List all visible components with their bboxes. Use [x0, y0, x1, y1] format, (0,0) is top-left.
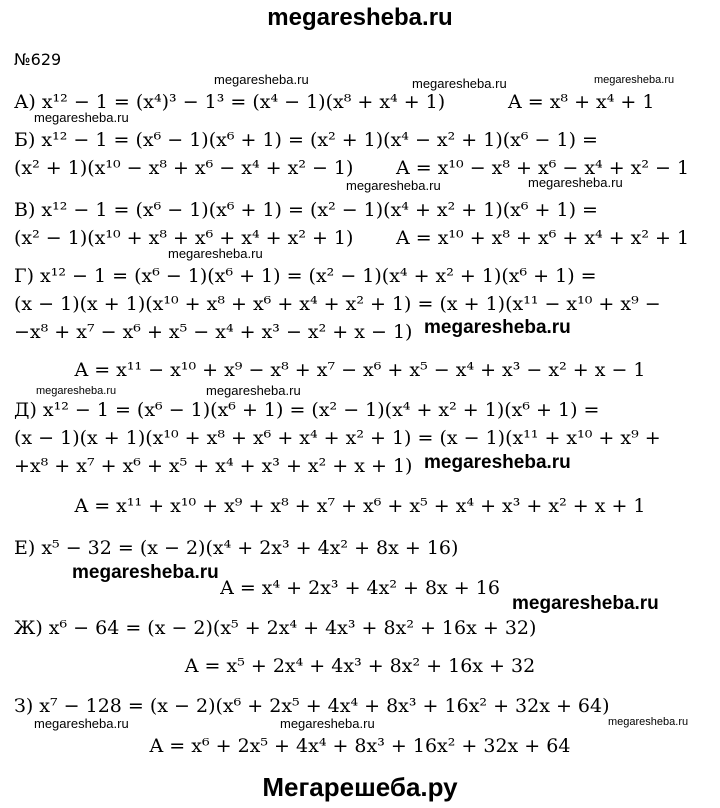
watermark: megaresheba.ru: [214, 72, 309, 87]
part-g-line-3: −x⁸ + x⁷ − x⁶ + x⁵ − x⁴ + x³ − x² + x − 1): [14, 321, 413, 343]
watermark: megaresheba.ru: [528, 175, 623, 190]
part-d-line-1: Д) x¹² − 1 = (x⁶ − 1)(x⁶ + 1) = (x² − 1)(x⁴ + x² + 1)(x⁶ + 1) =: [14, 399, 600, 421]
part-b-line-1: Б) x¹² − 1 = (x⁶ − 1)(x⁶ + 1) = (x² + 1)(x⁴ − x² + 1)(x⁶ − 1) =: [14, 129, 598, 151]
part-zh-answer: A = x⁵ + 2x⁴ + 4x³ + 8x² + 16x + 32: [184, 655, 536, 677]
part-z-line-1: З) x⁷ − 128 = (x − 2)(x⁶ + 2x⁵ + 4x⁴ + 8x³ + 16x² + 32x + 64): [14, 695, 610, 717]
part-b-line-2: (x² + 1)(x¹⁰ − x⁸ + x⁶ − x⁴ + x² − 1): [14, 157, 354, 179]
watermark: megaresheba.ru: [168, 246, 263, 261]
watermark-bold: megaresheba.ru: [512, 593, 659, 614]
watermark: megaresheba.ru: [412, 76, 507, 91]
part-e-line-1: Е) x⁵ − 32 = (x − 2)(x⁴ + 2x³ + 4x² + 8x + 16): [14, 537, 459, 559]
part-a-line-1: А) x¹² − 1 = (x⁴)³ − 1³ = (x⁴ − 1)(x⁸ + x⁴ + 1): [14, 91, 446, 113]
watermark: megaresheba.ru: [608, 716, 689, 728]
part-d-answer: A = x¹¹ + x¹⁰ + x⁹ + x⁸ + x⁷ + x⁶ + x⁵ + x⁴ + x³ + x² + x + 1: [74, 495, 646, 517]
part-z-answer: A = x⁶ + 2x⁵ + 4x⁴ + 8x³ + 16x² + 32x + 64: [149, 735, 571, 757]
watermark: megaresheba.ru: [346, 178, 441, 193]
watermark-bold: megaresheba.ru: [424, 317, 571, 338]
part-d-line-3: +x⁸ + x⁷ + x⁶ + x⁵ + x⁴ + x³ + x² + x + 1): [14, 455, 413, 477]
part-zh-line-1: Ж) x⁶ − 64 = (x − 2)(x⁵ + 2x⁴ + 4x³ + 8x² + 16x + 32): [14, 617, 537, 639]
watermark-bold: megaresheba.ru: [72, 562, 219, 583]
part-a-answer: A = x⁸ + x⁴ + 1: [508, 91, 655, 113]
watermark: megaresheba.ru: [34, 716, 129, 731]
part-d-line-2: (x − 1)(x + 1)(x¹⁰ + x⁸ + x⁶ + x⁴ + x² + 1) = (x − 1)(x¹¹ + x¹⁰ + x⁹ +: [14, 427, 661, 449]
site-footer: Мегарешеба.ру: [262, 772, 458, 802]
part-e-answer: A = x⁴ + 2x³ + 4x² + 8x + 16: [220, 577, 500, 599]
watermark: megaresheba.ru: [34, 110, 129, 125]
watermark: megaresheba.ru: [594, 74, 675, 86]
watermark: megaresheba.ru: [206, 383, 301, 398]
part-v-answer: A = x¹⁰ + x⁸ + x⁶ + x⁴ + x² + 1: [396, 227, 690, 249]
site-header: megaresheba.ru: [267, 4, 453, 31]
watermark: megaresheba.ru: [36, 385, 117, 397]
part-v-line-1: В) x¹² − 1 = (x⁶ − 1)(x⁶ + 1) = (x² − 1)(x⁴ + x² + 1)(x⁶ + 1) =: [14, 199, 598, 221]
part-g-line-2: (x − 1)(x + 1)(x¹⁰ + x⁸ + x⁶ + x⁴ + x² + 1) = (x + 1)(x¹¹ − x¹⁰ + x⁹ −: [14, 293, 661, 315]
watermark-bold: megaresheba.ru: [424, 452, 571, 473]
part-v-line-2: (x² − 1)(x¹⁰ + x⁸ + x⁶ + x⁴ + x² + 1): [14, 227, 354, 249]
watermark: megaresheba.ru: [280, 716, 375, 731]
part-g-line-1: Г) x¹² − 1 = (x⁶ − 1)(x⁶ + 1) = (x² − 1)(x⁴ + x² + 1)(x⁶ + 1) =: [14, 265, 597, 287]
part-g-answer: A = x¹¹ − x¹⁰ + x⁹ − x⁸ + x⁷ − x⁶ + x⁵ − x⁴ + x³ − x² + x − 1: [74, 359, 646, 381]
problem-number: №629: [14, 50, 62, 69]
part-b-answer: A = x¹⁰ − x⁸ + x⁶ − x⁴ + x² − 1: [396, 157, 690, 179]
